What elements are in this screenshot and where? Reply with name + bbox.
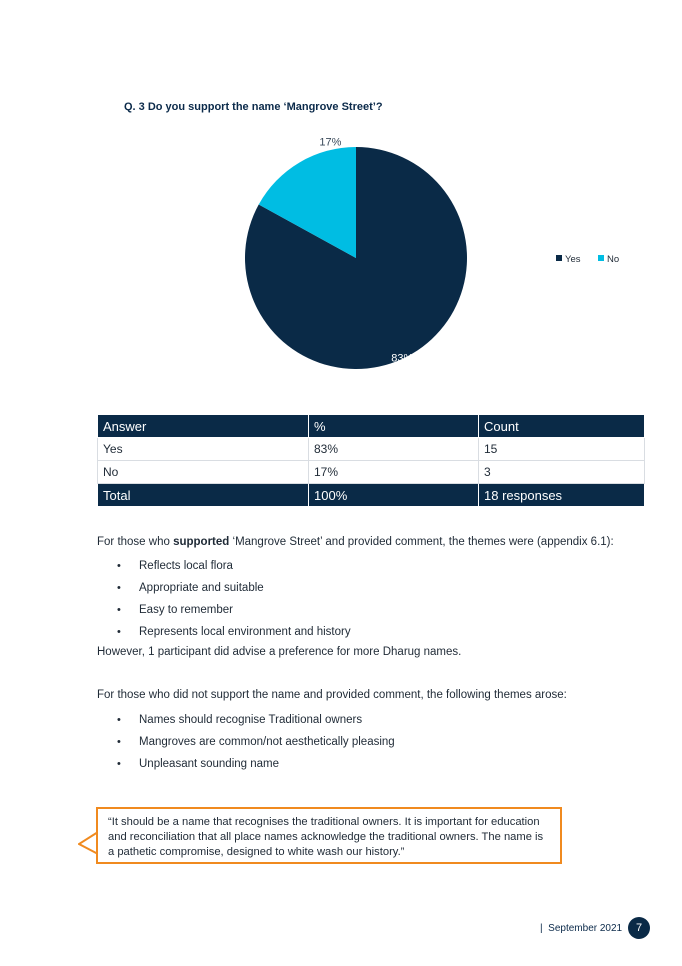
table-cell: 3 bbox=[479, 461, 645, 484]
table-total-label: Total bbox=[98, 484, 309, 507]
supported-themes-list bbox=[97, 557, 351, 645]
bullet-icon: • bbox=[117, 604, 121, 616]
pie-chart bbox=[0, 0, 682, 400]
table-cell: 83% bbox=[309, 438, 479, 461]
table-cell: No bbox=[98, 461, 309, 484]
bullet-icon: • bbox=[117, 714, 121, 726]
table-header-answer: Answer bbox=[98, 415, 309, 438]
table-total-count: 18 responses bbox=[479, 484, 645, 507]
list-item: • Names should recognise Traditional owners bbox=[97, 711, 395, 733]
quote-text: “It should be a name that recognises the traditional owners. It is important for education and reconciliation that all place names acknowledge the traditional owners. The name is a pathetic compromise, designed to white wash our history.” bbox=[108, 816, 544, 858]
table-row bbox=[98, 461, 645, 484]
legend-swatch-yes bbox=[556, 255, 562, 261]
results-table bbox=[97, 414, 645, 507]
bullet-icon: • bbox=[117, 758, 121, 770]
list-item: • Reflects local flora bbox=[97, 557, 351, 579]
table-cell: Yes bbox=[98, 438, 309, 461]
list-item: • Represents local environment and history bbox=[97, 623, 351, 645]
not-supported-intro: For those who did not support the name and provided comment, the following themes arose: bbox=[97, 689, 567, 701]
chart-title: Q. 3 Do you support the name ‘Mangrove Street’? bbox=[124, 101, 383, 113]
quote-callout bbox=[96, 807, 562, 864]
table-total-percent: 100% bbox=[309, 484, 479, 507]
bullet-icon: • bbox=[117, 736, 121, 748]
list-item: • Mangroves are common/not aesthetically pleasing bbox=[97, 733, 395, 755]
table-header-percent: % bbox=[309, 415, 479, 438]
legend-swatch-no bbox=[598, 255, 604, 261]
bullet-icon: • bbox=[117, 560, 121, 572]
table-cell: 17% bbox=[309, 461, 479, 484]
page-number-badge: 7 bbox=[628, 917, 650, 939]
list-item: • Easy to remember bbox=[97, 601, 351, 623]
table-row bbox=[98, 438, 645, 461]
footer-date: | September 2021 bbox=[540, 923, 623, 934]
pie-label-yes: 83% bbox=[391, 352, 414, 365]
not-supported-themes-list bbox=[97, 711, 395, 777]
table-header-row bbox=[98, 415, 645, 438]
list-item: • Appropriate and suitable bbox=[97, 579, 351, 601]
list-item: • Unpleasant sounding name bbox=[97, 755, 395, 777]
legend-label-no: No bbox=[607, 254, 620, 265]
pie-label-no: 17% bbox=[319, 136, 342, 149]
supported-note: However, 1 participant did advise a preference for more Dharug names. bbox=[97, 646, 462, 658]
table-total-row bbox=[98, 484, 645, 507]
table-header-count: Count bbox=[479, 415, 645, 438]
legend-label-yes: Yes bbox=[565, 254, 581, 265]
bullet-icon: • bbox=[117, 626, 121, 638]
table-cell: 15 bbox=[479, 438, 645, 461]
supported-intro: For those who supported ‘Mangrove Street’ and provided comment, the themes were (appendix 6.1): bbox=[97, 536, 614, 548]
bullet-icon: • bbox=[117, 582, 121, 594]
